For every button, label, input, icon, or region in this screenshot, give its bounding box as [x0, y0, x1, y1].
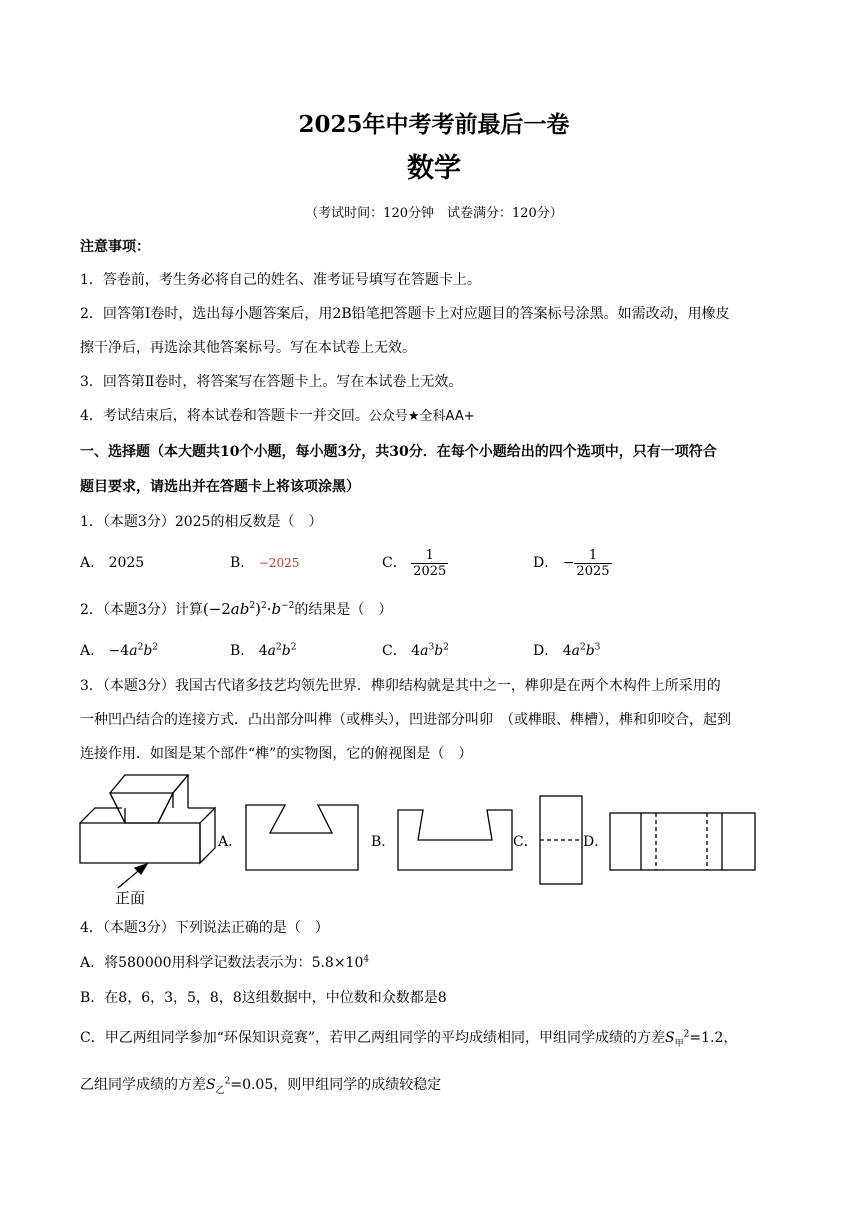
q2-b-label: B． [230, 643, 255, 659]
front-arrow [118, 864, 147, 888]
q2-option-b [230, 642, 296, 660]
q3-option-c-label: C． [513, 834, 538, 850]
q1-a-label: A． [80, 555, 105, 571]
note-4 [80, 407, 475, 426]
q1-c-fraction [411, 548, 448, 579]
q4-c-value: =1.2， [689, 1030, 738, 1046]
q4-a-expr: $5.8\times 10^4$ [311, 954, 370, 971]
q1-option-c [382, 546, 448, 580]
tenon-3d-figure [80, 775, 215, 863]
q1-c-den: 2025 [413, 563, 447, 579]
q2-option-a [80, 642, 158, 660]
q2-option-c [382, 642, 449, 660]
q2-expression: $(-2ab^2)^2\cdot b^{-2}$ [202, 600, 295, 618]
q3-option-a-label: A． [218, 834, 243, 850]
exam-title: 2025年中考考前最后一卷 [298, 111, 570, 138]
option-b-shape [398, 810, 512, 870]
q4-c-text: C．甲乙两组同学参加“环保知识竞赛”，若甲乙两组同学的平均成绩相同，甲组同学成绩的方差 [80, 1030, 666, 1046]
q2-c-label: C． [382, 643, 407, 659]
q4-option-c-line2: 乙组同学成绩的方差$S_乙^2=0.05$，则甲组同学的成绩较稳定 [80, 1076, 442, 1096]
q3-option-b-label: B． [371, 834, 396, 850]
note-2a: 2．回答第Ⅰ卷时，选出每小题答案后，用2B铅笔把答题卡上对应题目的答案标号涂黑。如需改动，用橡皮 [80, 306, 730, 322]
q2-b-expr: $4a^2b^2$ [258, 642, 297, 659]
q4-option-b: B．在8，6，3，5，8，8这组数据中，中位数和众数都是8 [80, 990, 447, 1006]
q2-c-expr: $4a^3b^2$ [411, 642, 449, 659]
option-d-shape [610, 813, 755, 870]
q1-b-value: −2025 [258, 556, 300, 570]
option-a-shape [246, 805, 358, 870]
q3-line-3: 连接作用．如图是某个部件“榫”的实物图，它的俯视图是（ ） [80, 746, 473, 762]
subject-title: 数学 [407, 153, 461, 184]
q4-option-c-line1: C．甲乙两组同学参加“环保知识竞赛”，若甲乙两组同学的平均成绩相同，甲组同学成绩的方差$S_甲^2=1.2$， [80, 1029, 738, 1049]
note-2b: 擦干净后，再选涂其他答案标号。写在本试卷上无效。 [80, 340, 416, 356]
section-heading-1: 一、选择题（本大题共10个小题，每小题3分，共30分．在每个小题给出的四个选项中，只有一项符合 [80, 444, 717, 460]
q1-option-b [230, 554, 299, 572]
note-4-text: 4．考试结束后，将本试卷和答题卡一并交回。 [80, 408, 369, 424]
watermark-text: 公众号★全科AA+ [368, 409, 475, 424]
q1-d-fraction [574, 548, 611, 579]
q3-option-d-label: D． [583, 834, 609, 850]
q1-c-num: 1 [411, 548, 448, 564]
q2-d-expr: $4a^2b^3$ [562, 642, 601, 659]
section-heading-2: 题目要求，请选出并在答题卡上将该项涂黑） [80, 479, 360, 495]
q4-c2-text: 乙组同学成绩的方差 [80, 1077, 206, 1093]
option-c-shape [540, 796, 582, 884]
q4-c-sub-jia: 甲 [674, 1038, 684, 1049]
q3-line-1: 3．（本题3分）我国古代诸多技艺均领先世界．榫卯结构就是其中之一，榫卯是在两个木构件上所采用的 [80, 678, 721, 694]
q2-stem-post: 的结果是（ ） [294, 602, 393, 618]
front-label: 正面 [115, 889, 146, 907]
q1-a-value: 2025 [108, 555, 145, 571]
notes-heading: 注意事项： [80, 239, 150, 255]
q2-option-d [533, 642, 600, 660]
q1-d-num: 1 [574, 548, 611, 564]
q1-option-d [533, 546, 612, 580]
q1-b-label: B． [230, 555, 255, 571]
q2-stem-pre: 2．（本题3分）计算 [80, 602, 203, 618]
q1-d-sign: − [562, 555, 575, 571]
q1-d-den: 2025 [576, 563, 610, 579]
q4-c2-sub-yi: 乙 [215, 1085, 225, 1096]
note-1: 1．答卷前，考生务必将自己的姓名、准考证号填写在答题卡上。 [80, 272, 481, 288]
q1-option-a [80, 554, 144, 572]
q4-option-a [80, 954, 369, 972]
q2-a-label: A． [80, 643, 105, 659]
q1-d-label: D． [533, 555, 559, 571]
exam-meta: （考试时间：120分钟 试卷满分：120分） [305, 206, 563, 221]
q1-stem: 1．（本题3分）2025的相反数是（ ） [80, 514, 323, 530]
q2-stem [80, 600, 392, 619]
q2-a-expr: $-4a^2b^2$ [108, 642, 159, 659]
q4-stem: 4．（本题3分）下列说法正确的是（ ） [80, 920, 329, 936]
note-3: 3．回答第Ⅱ卷时，将答案写在答题卡上。写在本试卷上无效。 [80, 374, 463, 390]
q4-c2-value: =0.05，则甲组同学的成绩较稳定 [230, 1077, 442, 1093]
q3-line-2: 一种凹凸结合的连接方式．凸出部分叫榫（或榫头），凹进部分叫卯 （或榫眼、榫槽），榫和卯咬合，起到 [80, 712, 731, 728]
q1-c-label: C． [382, 555, 407, 571]
q2-d-label: D． [533, 643, 559, 659]
q4-a-text: A．将580000用科学记数法表示为： [80, 955, 312, 971]
